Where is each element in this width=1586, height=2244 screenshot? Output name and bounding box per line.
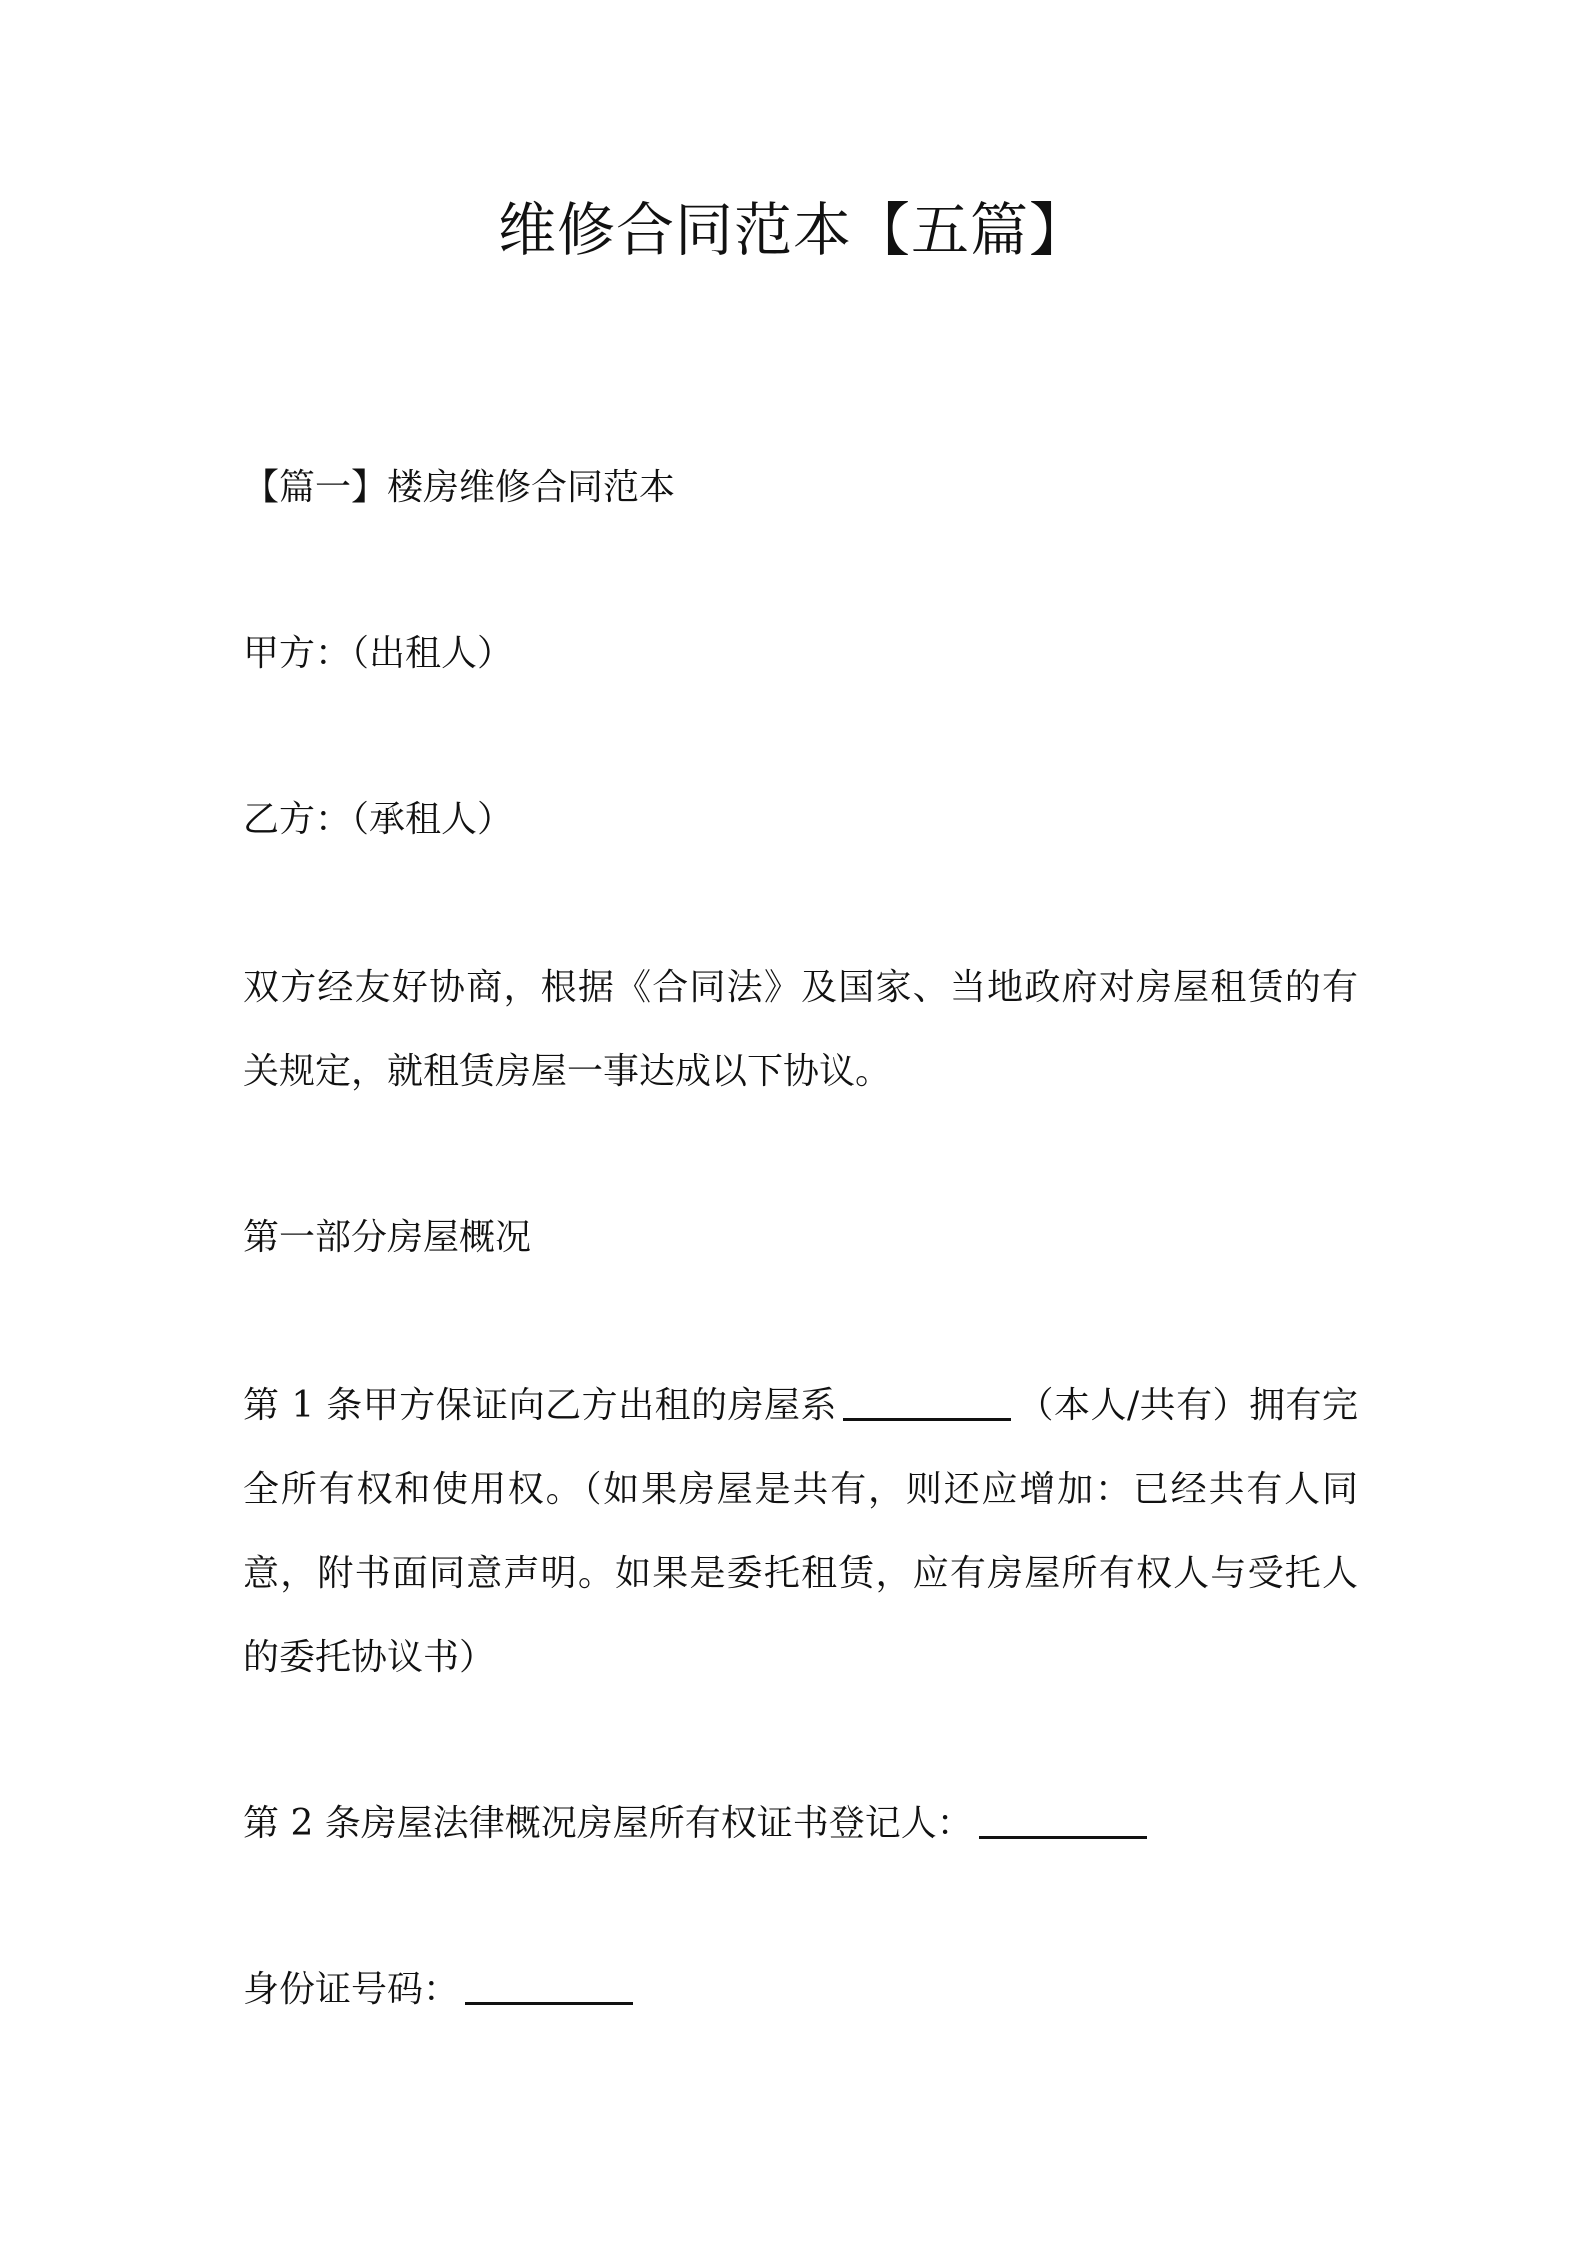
id-number-label: 身份证号码： xyxy=(243,1969,460,2010)
article-1-text-before-blank: 第 1 条甲方保证向乙方出租的房屋系 xyxy=(243,1385,838,1426)
article-1-blank-line xyxy=(843,1382,1011,1421)
article-2-paragraph xyxy=(243,1782,1358,1866)
id-number-blank-line xyxy=(465,1966,633,2005)
article-1-text-after-blank: （本人/共有）拥有完全所有权和使用权。（如果房屋是共有，则还应增加：已经共有人同意，附书面同意声明。如果是委托租赁，应有房屋所有权人与受托人的委托协议书） xyxy=(243,1385,1358,1678)
article-2-text: 第 2 条房屋法律概况房屋所有权证书登记人： xyxy=(243,1803,973,1844)
party-b-line: 乙方：（承租人） xyxy=(243,799,514,840)
id-number-line xyxy=(243,1948,1358,2032)
article-1-paragraph xyxy=(243,1364,1358,1700)
part-one-heading: 第一部分房屋概况 xyxy=(243,1217,532,1258)
article-2-blank-line xyxy=(979,1800,1147,1839)
section-heading: 【篇一】楼房维修合同范本 xyxy=(243,467,676,508)
intro-paragraph: 双方经友好协商，根据《合同法》及国家、当地政府对房屋租赁的有关规定，就租赁房屋一事达成以下协议。 xyxy=(243,967,1358,1092)
document-title: 维修合同范本【五篇】 xyxy=(497,196,1088,264)
party-a-line: 甲方：（出租人） xyxy=(243,633,514,674)
